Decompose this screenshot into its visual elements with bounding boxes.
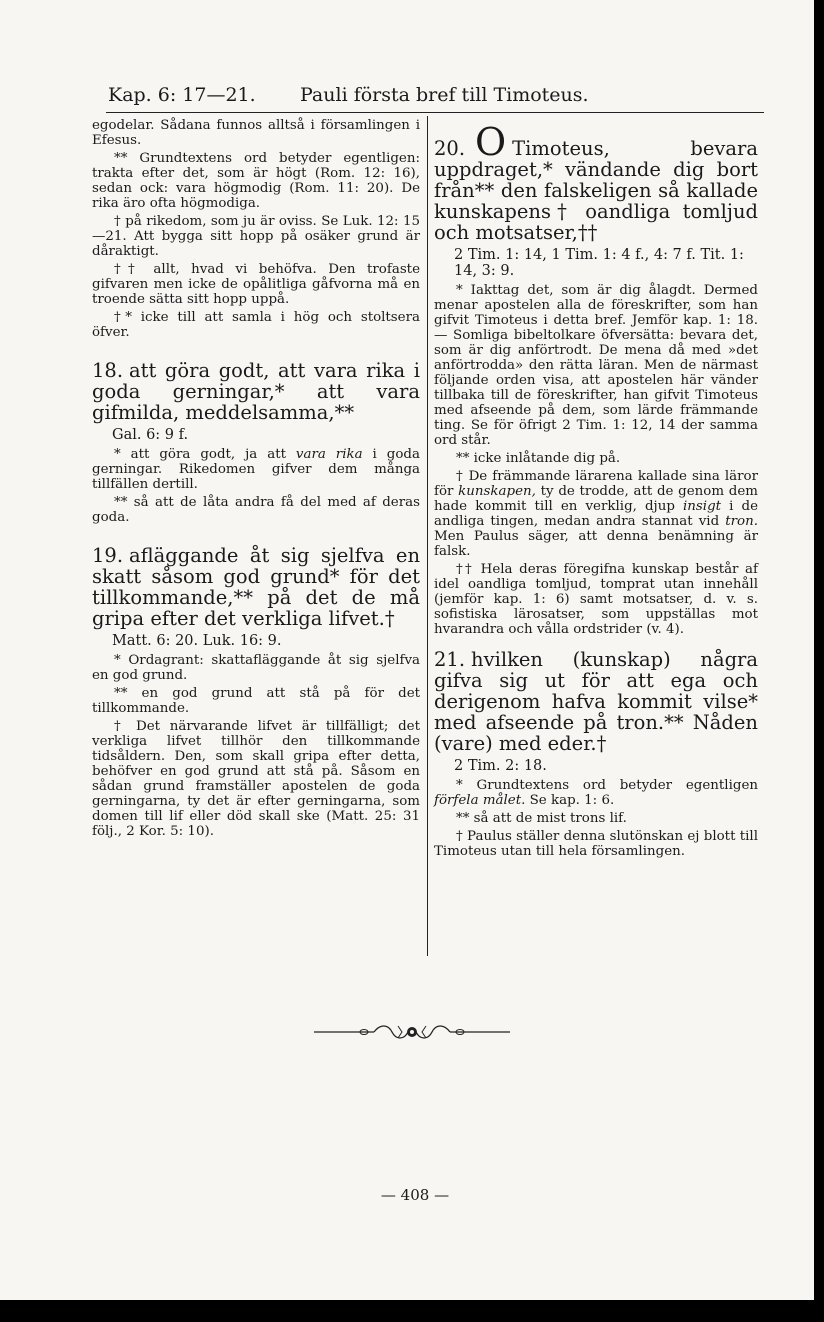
page-number: — 408 — (380, 1186, 450, 1204)
scan-border-bottom (0, 1300, 824, 1322)
header-rule (106, 112, 764, 113)
footnote: ** så att de mist trons lif. (456, 811, 627, 826)
footnote: †* icke till att samla i hög och stoltsera öfver. (92, 310, 420, 340)
footnote: † Paulus ställer denna slutönskan ej blott till Timoteus utan till hela församlingen. (434, 829, 758, 859)
verse-number: 19. (92, 544, 124, 567)
footnote: †† Hela deras föregifna kunskap består af idel oandliga tomljud, tomprat utan innehåll (jemför kap. 1: 6) samt motsatser, d. v. s. sofistiska lärosatser, som uppställas mot hvarandra och vålla ordstrider (v. 4). (434, 562, 758, 637)
ornament-icon (314, 1020, 510, 1044)
verse-number: 20. (434, 137, 466, 160)
right-column (434, 118, 758, 859)
footnote: ** så att de låta andra få del med af deras goda. (92, 495, 420, 525)
verse-text: afläggande åt sig sjelfva en skatt såsom god grund* för det tillkommande,** på det de må gripa efter det verkliga lifvet.† (92, 544, 420, 630)
verse-number: 18. (92, 359, 124, 382)
column-divider (427, 116, 428, 956)
footnote: † Det närvarande lifvet är tillfälligt; det verkliga lifvet tillhör den tillkommande tidsåldern. Den, som skall gripa efter detta, behöfver en god grund att stå på. Såsom en sådan grund framställer apostelen de goda gerningarna, ty det är efter gerningarna, som domen till lif eller död skall ske (Matt. 25: 31 följ., 2 Kor. 5: 10). (92, 719, 420, 839)
footnote: † på rikedom, som ju är oviss. Se Luk. 12: 15—21. Att bygga sitt hopp på osäker grund är dåraktigt. (92, 214, 420, 259)
footnote: * Iakttag det, som är dig ålagdt. Dermed menar apostelen alla de föreskrifter, som han gifvit Timoteus i detta bref. Jemför kap. 1: 18. — Somliga bibeltolkare öfversätta: bevara det, som är dig anförtrodt. De mena då med »det anförtrodda» den rätta läran. Men de närmast följande orden visa, att apostelen här vänder tillbaka till de föreskrifter, han gifvit Timoteus med afseende på dem, som lärde främmande ting. Se för öfrigt 2 Tim. 1: 12, 14 der samma ord står. (434, 283, 758, 448)
cross-reference: Gal. 6: 9 f. (112, 427, 189, 443)
footnote-continuation: egodelar. Sådana funnos alltså i församlingen i Efesus. (92, 118, 420, 148)
scan-border-right (814, 0, 824, 1322)
footnote: ** Grundtextens ord betyder egentligen: trakta efter det, som är högt (Rom. 12: 16), sedan ock: vara högmodig (Rom. 11: 20). De rika äro ofta högmodiga. (92, 151, 420, 211)
cross-reference: 2 Tim. 2: 18. (454, 758, 547, 774)
verse-20 (434, 120, 758, 244)
initial-letter: O (475, 120, 507, 164)
verse-text: hvilken (kunskap) några gifva sig ut för att ega och derigenom hafva kommit vilse* med afseende på tron.** Nåden (vare) med eder.† (434, 648, 758, 755)
footnote: †† allt, hvad vi behöfva. Den trofaste gifvaren men icke de opålitliga gåfvorna må en troende sätta sitt hopp uppå. (92, 262, 420, 307)
footnote: † De främmande lärarena kallade sina läror för kunskapen, ty de trodde, att de genom dem hade kommit till en verklig, djup insigt i de andliga tingen, medan andra stannat vid tron. Men Paulus säger, att denna benämning är falsk. (434, 469, 758, 559)
verse-18 (92, 360, 420, 423)
verse-21 (434, 649, 758, 754)
verse-text: att göra godt, att vara rika i goda gerningar,* att vara gifmilda, meddelsamma,** (92, 359, 420, 424)
footnote: ** icke inlåtande dig på. (456, 451, 621, 466)
chapter-reference: Kap. 6: 17—21. (108, 84, 256, 106)
footnote: * Ordagrant: skattafläggande åt sig sjelfva en god grund. (92, 653, 420, 683)
left-column (92, 118, 420, 839)
verse-text: Timoteus, bevara uppdraget,* vändande dig bort från** den falskeligen så kallade kunskapens† oandliga tomljud och motsatser,†† (434, 137, 758, 244)
footnote: ** en god grund att stå på för det tillkommande. (92, 686, 420, 716)
verse-19 (92, 545, 420, 629)
footnote: * att göra godt, ja att vara rika i goda gerningar. Rikedomen gifver dem många tillfällen dertill. (92, 447, 420, 492)
cross-reference: Matt. 6: 20. Luk. 16: 9. (112, 633, 282, 649)
cross-reference: 2 Tim. 1: 14, 1 Tim. 1: 4 f., 4: 7 f. Tit. 1: 14, 3: 9. (454, 247, 744, 279)
verse-number: 21. (434, 648, 466, 671)
book-title: Pauli första bref till Timoteus. (300, 84, 589, 106)
footnote: * Grundtextens ord betyder egentligen förfela målet. Se kap. 1: 6. (434, 778, 758, 808)
running-header (108, 84, 758, 110)
